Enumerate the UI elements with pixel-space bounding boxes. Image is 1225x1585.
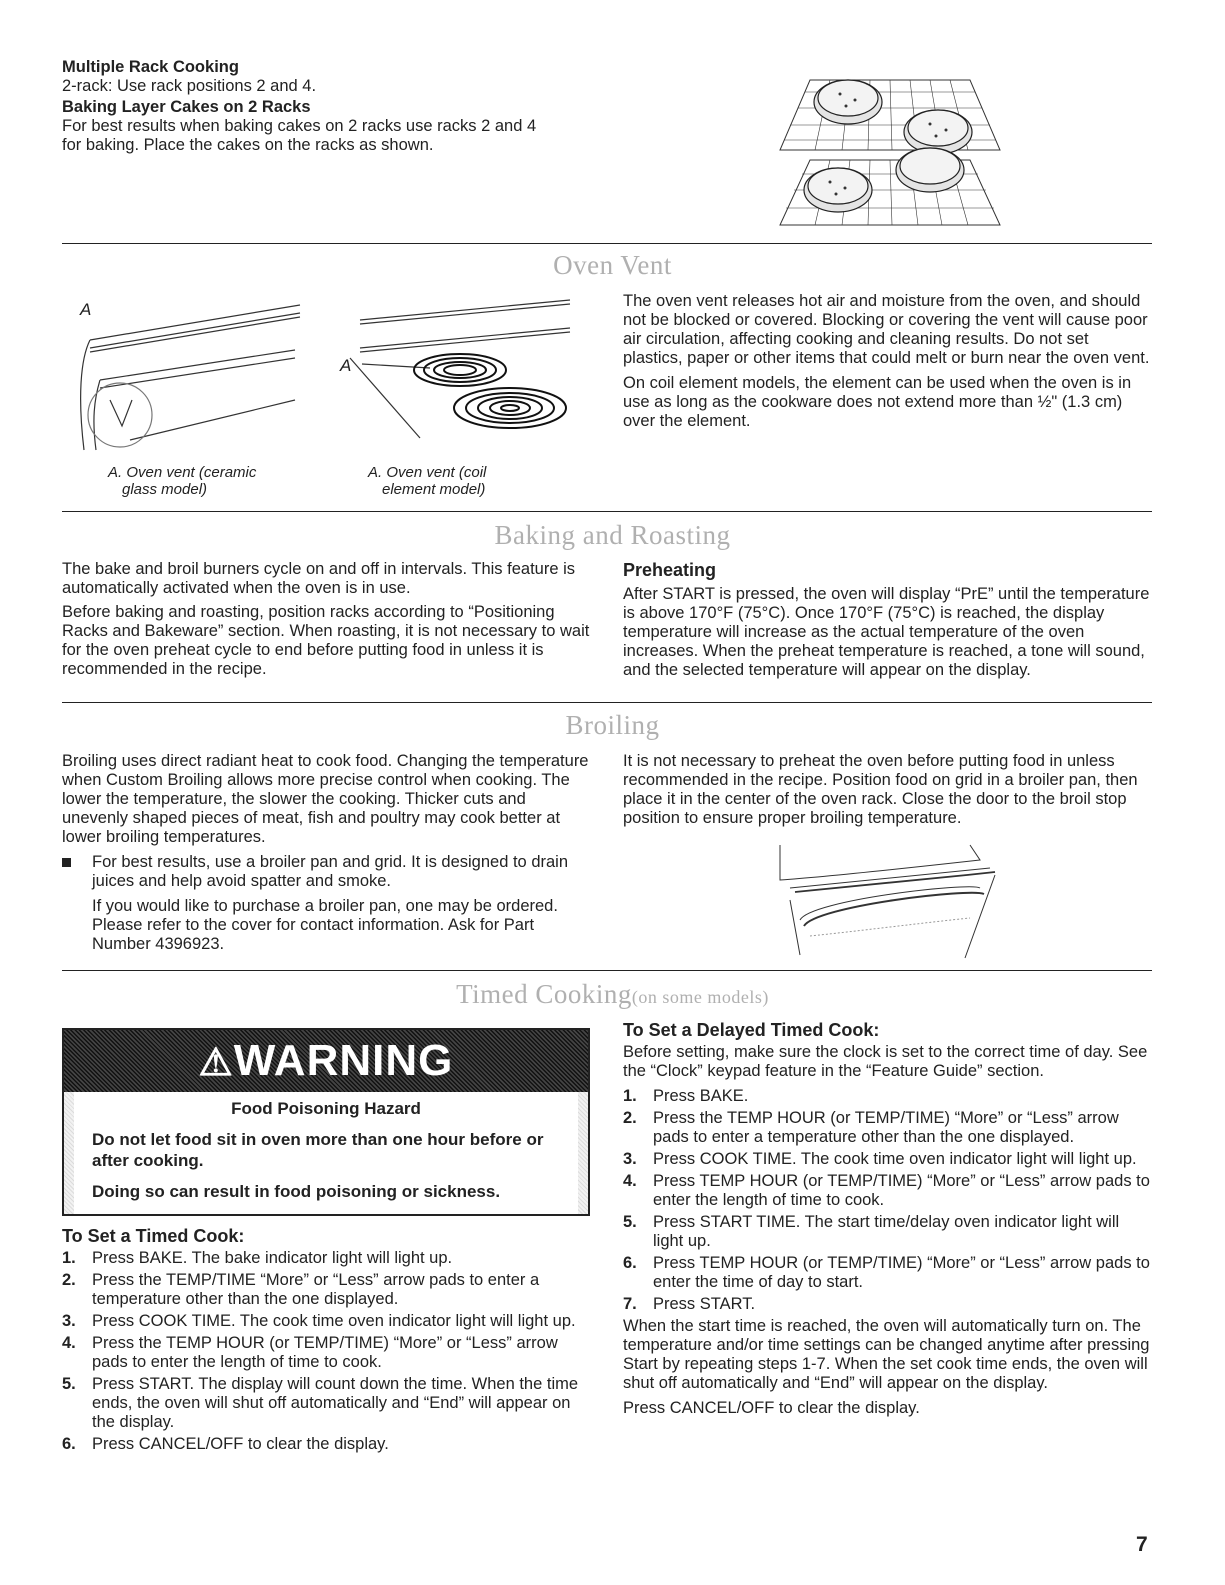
warning-line1: Do not let food sit in oven more than one hour before or after cooking.: [92, 1130, 544, 1170]
cakes-text-2: for baking. Place the cakes on the racks as shown.: [62, 136, 434, 154]
step-text: Press CANCEL/OFF to clear the display.: [92, 1435, 389, 1453]
step-item: [62, 1375, 592, 1432]
rack-heading: Multiple Rack Cooking: [62, 58, 239, 76]
step-number: 6.: [62, 1435, 76, 1453]
step-text: Press START.: [653, 1295, 756, 1313]
step-number: 5.: [62, 1375, 76, 1393]
step-number: 6.: [623, 1254, 637, 1272]
warning-triangle-icon: ⚠: [198, 1042, 234, 1084]
broiling-bullet-item: [62, 853, 592, 954]
step-item: [62, 1271, 592, 1309]
preheat-text: After START is pressed, the oven will display “PrE” until the temperature is above 170°F (75°C). Once 170°F (75°C) is reached, the display temperature will increase as the actual temperature of the oven increases. When the preheat temperature is reached, a tone will sound, and the selected temperature will appear on the display.: [623, 585, 1150, 679]
step-number: 4.: [62, 1334, 76, 1352]
step-number: 2.: [62, 1271, 76, 1289]
step-number: 7.: [623, 1295, 637, 1313]
delayed-heading: To Set a Delayed Timed Cook:: [623, 1020, 880, 1040]
step-number: 3.: [62, 1312, 76, 1330]
baking-para1: The bake and broil burners cycle on and off in intervals. This feature is automatically activated when the oven is in use.: [62, 560, 576, 597]
broil-door-illustration: [770, 840, 1010, 960]
caption-ceramic-line1: A. Oven vent (ceramic: [108, 464, 257, 481]
caption-coil-line2: element model): [382, 481, 486, 498]
step-number: 5.: [623, 1213, 637, 1231]
baking-right: [623, 560, 1151, 680]
oven-vent-para2: On coil element models, the element can be used when the oven is in use as long as the cookware does not extend more than ½" (1.3 cm) over the element.: [623, 374, 1132, 430]
rack-cakes-illustration: [770, 70, 1020, 230]
step-item: [62, 1334, 592, 1372]
divider: [62, 702, 1152, 703]
warning-label: WARNING: [233, 1036, 454, 1085]
step-text: Press COOK TIME. The cook time oven indicator light will light up.: [92, 1312, 576, 1330]
warning-content: [74, 1092, 578, 1214]
baking-para2: Before baking and roasting, position racks according to “Positioning Racks and Bakeware” section. When roasting, it is not necessary to wait for the oven preheat cycle to end before putting food in unless it is recommended in the recipe.: [62, 603, 590, 678]
timed-title-main: Timed Cooking: [456, 979, 632, 1009]
step-text: Press BAKE. The bake indicator light will light up.: [92, 1249, 453, 1267]
preheat-heading: Preheating: [623, 560, 717, 580]
cakes-text-1: For best results when baking cakes on 2 racks use racks 2 and 4: [62, 117, 537, 135]
step-item: [62, 1312, 592, 1331]
step-number: 4.: [623, 1172, 637, 1190]
step-text: Press BAKE.: [653, 1087, 749, 1105]
rack-section: [62, 58, 622, 155]
divider: [62, 970, 1152, 971]
step-item: [623, 1087, 1153, 1106]
timed-title: [0, 979, 1225, 1009]
delayed-steps-list: [623, 1087, 1153, 1314]
step-item: [623, 1213, 1153, 1251]
caption-ceramic: [108, 464, 256, 498]
step-item: [623, 1295, 1153, 1314]
baking-left: [62, 560, 592, 679]
timed-steps-list: [62, 1249, 592, 1454]
broiling-bullet-sub: If you would like to purchase a broiler pan, one may be ordered. Please refer to the cover for contact information. Ask for Part Number 4396923.: [92, 897, 558, 953]
broiling-right: [623, 752, 1151, 828]
timed-heading: To Set a Timed Cook:: [62, 1226, 245, 1246]
step-item: [623, 1150, 1153, 1169]
oven-vent-text: [623, 292, 1151, 431]
baking-title: Baking and Roasting: [494, 520, 731, 550]
broiling-para-right: It is not necessary to preheat the oven before putting food in unless recommended in the recipe. Position food on grid in a broiler pan, then place it in the center of the oven rack. Close the door to the broil stop position to ensure proper broiling temperature.: [623, 752, 1138, 827]
step-text: Press the TEMP HOUR (or TEMP/TIME) “More” or “Less” arrow pads to enter the length of time to cook.: [92, 1334, 558, 1371]
vent-label-a-right: A: [340, 356, 352, 375]
divider: [62, 243, 1152, 244]
ceramic-vent-illustration: [70, 300, 310, 460]
coil-vent-illustration: [330, 298, 590, 448]
step-text: Press the TEMP HOUR (or TEMP/TIME) “More” or “Less” arrow pads to enter a temperature other than the one displayed.: [653, 1109, 1119, 1146]
step-number: 1.: [623, 1087, 637, 1105]
broiling-bullet-text: For best results, use a broiler pan and grid. It is designed to drain juices and help avoid spatter and smoke.: [92, 853, 569, 890]
caption-ceramic-line2: glass model): [122, 481, 208, 498]
broiling-para1: Broiling uses direct radiant heat to cook food. Changing the temperature when Custom Broiling allows more precise control when cooking. The lower the temperature, the slower the cooking. Thicker cuts and unevenly shaped pieces of meat, fish and poultry may cook better at lower broiling temperatures.: [62, 752, 589, 846]
oven-vent-title: Oven Vent: [553, 250, 672, 280]
step-number: 3.: [623, 1150, 637, 1168]
step-item: [623, 1109, 1153, 1147]
warning-box: [62, 1028, 590, 1216]
step-item: [623, 1254, 1153, 1292]
vent-label-a-left: A: [80, 300, 92, 319]
caption-coil-line1: A. Oven vent (coil: [368, 464, 487, 481]
step-text: Press COOK TIME. The cook time oven indicator light will light up.: [653, 1150, 1137, 1168]
step-item: [62, 1435, 592, 1454]
step-text: Press TEMP HOUR (or TEMP/TIME) “More” or “Less” arrow pads to enter the length of time to cook.: [653, 1172, 1150, 1209]
oven-vent-para1: The oven vent releases hot air and moisture from the oven, and should not be blocked or covered. Blocking or covering the vent will cause poor air circulation, affecting cooking and cleaning results. Do not set plastics, paper or other items that could melt or burn near the oven vent.: [623, 292, 1150, 367]
warning-hazard: Food Poisoning Hazard: [231, 1099, 421, 1118]
step-item: [62, 1249, 592, 1268]
timed-left: [62, 1226, 592, 1457]
page-number: 7: [1136, 1533, 1148, 1556]
step-text: Press TEMP HOUR (or TEMP/TIME) “More” or “Less” arrow pads to enter the time of day to start.: [653, 1254, 1150, 1291]
cakes-heading: Baking Layer Cakes on 2 Racks: [62, 98, 311, 116]
warning-banner: [64, 1030, 588, 1092]
timed-title-suffix: (on some models): [631, 987, 769, 1007]
step-text: Press START. The display will count down the time. When the time ends, the oven will shut off automatically and “End” will appear on the display.: [92, 1375, 579, 1431]
rack-text: 2-rack: Use rack positions 2 and 4.: [62, 77, 317, 95]
bullet-icon: [62, 858, 71, 867]
delayed-intro: Before setting, make sure the clock is set to the correct time of day. See the “Clock” keypad feature in the “Feature Guide” section.: [623, 1043, 1148, 1080]
step-text: Press the TEMP/TIME “More” or “Less” arrow pads to enter a temperature other than the one displayed.: [92, 1271, 540, 1308]
broiling-title: Broiling: [565, 710, 660, 740]
warning-body: [64, 1092, 588, 1214]
step-item: [623, 1172, 1153, 1210]
divider: [62, 511, 1152, 512]
broiling-left: [62, 752, 592, 954]
warning-line2: Doing so can result in food poisoning or sickness.: [92, 1182, 501, 1201]
timed-right: [623, 1020, 1153, 1418]
step-number: 1.: [62, 1249, 76, 1267]
caption-coil: [368, 464, 486, 498]
step-number: 2.: [623, 1109, 637, 1127]
delayed-final: Press CANCEL/OFF to clear the display.: [623, 1399, 920, 1417]
step-text: Press START TIME. The start time/delay oven indicator light will light up.: [653, 1213, 1120, 1250]
delayed-after: When the start time is reached, the oven will automatically turn on. The temperature and/or time settings can be changed anytime after pressing Start by repeating steps 1-7. When the set cook time ends, the oven will shut off automatically and “End” will appear on the display.: [623, 1317, 1150, 1392]
